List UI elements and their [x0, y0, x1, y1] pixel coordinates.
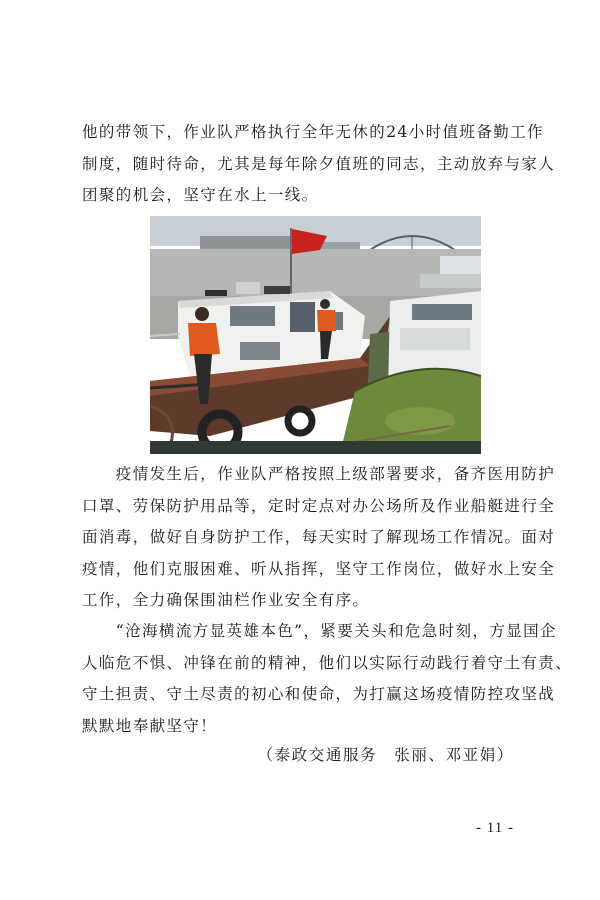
text-line: “沧海横流方显英雄本色”，紧要关头和危急时刻，方显国企: [82, 622, 557, 640]
text-line: 人临危不惧、冲锋在前的精神，他们以实际行动践行着守土有责、: [82, 653, 573, 672]
text-line: 面消毒，做好自身防护工作，每天实时了解现场工作情况。面对: [82, 528, 556, 546]
page-number: - 11 -: [476, 820, 514, 836]
text-line: 他的带领下，作业队严格执行全年无休的24小时值班备勤工作: [82, 123, 544, 141]
text-line: 疫情发生后，作业队严格按照上级部署要求，备齐医用防护: [82, 465, 556, 483]
text-line: 口罩、劳保防护用品等，定时定点对办公场所及作业船艇进行全: [82, 496, 556, 515]
text-line: 制度，随时待命，尤其是每年除夕值班的同志，主动放弃与家人: [82, 154, 556, 173]
text-line: 团聚的机会，坚守在水上一线。: [82, 186, 319, 204]
paragraph-1: [82, 117, 556, 212]
paragraph-3: [82, 616, 573, 742]
author-signature: （泰政交通服务 张丽、邓亚娟）: [257, 746, 514, 764]
text-line: 守土担责、守土尽责的初心和使命，为打赢这场疫情防控攻坚战: [82, 685, 556, 703]
text-line: 疫情，他们克服困难、听从指挥，坚守工作岗位，做好水上安全: [82, 559, 556, 578]
paragraph-2: [82, 459, 556, 617]
text-line: 默默地奉献坚守！: [82, 716, 218, 735]
boat-photo: [150, 216, 481, 454]
text-line: 工作，全力确保围油栏作业安全有序。: [82, 591, 370, 609]
